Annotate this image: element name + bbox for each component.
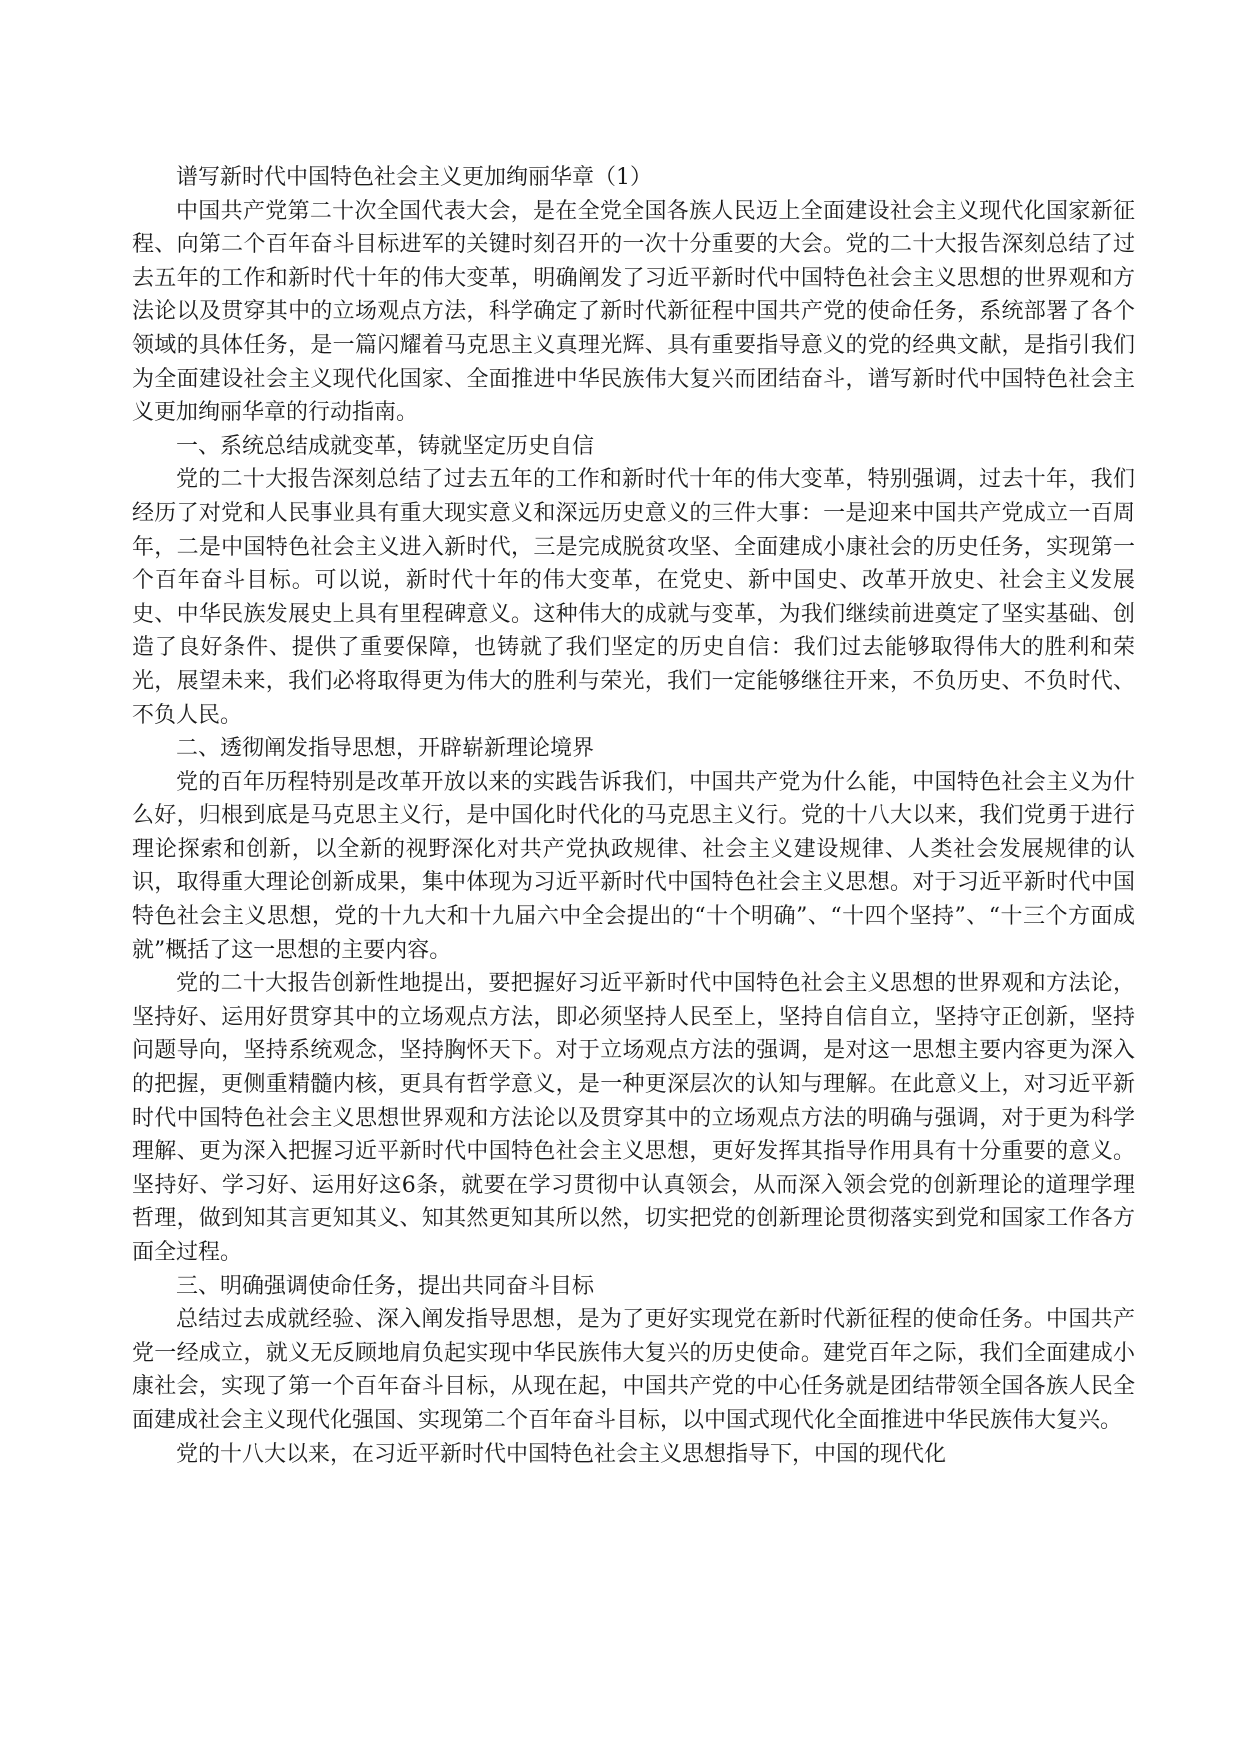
paragraph-section-3-b: 党的十八大以来，在习近平新时代中国特色社会主义思想指导下，中国的现代化 xyxy=(176,1441,947,1467)
section-heading-3: 三、明确强调使命任务，提出共同奋斗目标 xyxy=(176,1273,595,1299)
paragraph-section-3-a: 总结过去成就经验、深入阐发指导思想，是为了更好实现党在新时代新征程的使命任务。中国共产党一经成立，就义无反顾地肩负起实现中华民族伟大复兴的历史使命。建党百年之际，我们全面建成小康社会，实现了第一个百年奋斗目标，从现在起，中国共产党的中心任务就是团结带领全国各族人民全面建成社会主义现代化强国、实现第二个百年奋斗目标，以中国式现代化全面推进中华民族伟大复兴。 xyxy=(132,1307,1135,1433)
paragraph-section-1: 党的二十大报告深刻总结了过去五年的工作和新时代十年的伟大变革，特别强调，过去十年，我们经历了对党和人民事业具有重大现实意义和深远历史意义的三件大事：一是迎来中国共产党成立一百周年，二是中国特色社会主义进入新时代，三是完成脱贫攻坚、全面建成小康社会的历史任务，实现第一个百年奋斗目标。可以说，新时代十年的伟大变革，在党史、新中国史、改革开放史、社会主义发展史、中华民族发展史上具有里程碑意义。这种伟大的成就与变革，为我们继续前进奠定了坚实基础、创造了良好条件、提供了重要保障，也铸就了我们坚定的历史自信：我们过去能够取得伟大的胜利和荣光，展望未来，我们必将取得更为伟大的胜利与荣光，我们一定能够继往开来，不负历史、不负时代、不负人民。 xyxy=(132,467,1135,728)
document-title: 谱写新时代中国特色社会主义更加绚丽华章（1） xyxy=(176,165,652,190)
paragraph-intro: 中国共产党第二十次全国代表大会，是在全党全国各族人民迈上全面建设社会主义现代化国家新征程、向第二个百年奋斗目标进军的关键时刻召开的一次十分重要的大会。党的二十大报告深刻总结了过去五年的工作和新时代十年的伟大变革，明确阐发了习近平新时代中国特色社会主义思想的世界观和方法论以及贯穿其中的立场观点方法，科学确定了新时代新征程中国共产党的使命任务，系统部署了各个领域的具体任务，是一篇闪耀着马克思主义真理光辉、具有重要指导意义的党的经典文献，是指引我们为全面建设社会主义现代化国家、全面推进中华民族伟大复兴而团结奋斗，谱写新时代中国特色社会主义更加绚丽华章的行动指南。 xyxy=(132,198,1135,426)
section-heading-1: 一、系统总结成就变革，铸就坚定历史自信 xyxy=(176,433,595,459)
section-heading-2: 二、透彻阐发指导思想，开辟崭新理论境界 xyxy=(176,736,595,762)
paragraph-section-2-a: 党的百年历程特别是改革开放以来的实践告诉我们，中国共产党为什么能，中国特色社会主义为什么好，归根到底是马克思主义行，是中国化时代化的马克思主义行。党的十八大以来，我们党勇于进行理论探索和创新，以全新的视野深化对共产党执政规律、社会主义建设规律、人类社会发展规律的认识，取得重大理论创新成果，集中体现为习近平新时代中国特色社会主义思想。对于习近平新时代中国特色社会主义思想，党的十九大和十九届六中全会提出的“十个明确”、“十四个坚持”、“十三个方面成就”概括了这一思想的主要内容。 xyxy=(132,769,1135,963)
document-body xyxy=(132,161,1135,1471)
paragraph-section-2-b: 党的二十大报告创新性地提出，要把握好习近平新时代中国特色社会主义思想的世界观和方法论，坚持好、运用好贯穿其中的立场观点方法，即必须坚持人民至上，坚持自信自立，坚持守正创新，坚持问题导向，坚持系统观念，坚持胸怀天下。对于立场观点方法的强调，是对这一思想主要内容更为深入的把握，更侧重精髓内核，更具有哲学意义，是一种更深层次的认知与理解。在此意义上，对习近平新时代中国特色社会主义思想世界观和方法论以及贯穿其中的立场观点方法的明确与强调，对于更为科学理解、更为深入把握习近平新时代中国特色社会主义思想，更好发挥其指导作用具有十分重要的意义。坚持好、学习好、运用好这6条，就要在学习贯彻中认真领会，从而深入领会党的创新理论的道理学理哲理，做到知其言更知其义、知其然更知其所以然，切实把党的创新理论贯彻落实到党和国家工作各方面全过程。 xyxy=(132,971,1135,1265)
